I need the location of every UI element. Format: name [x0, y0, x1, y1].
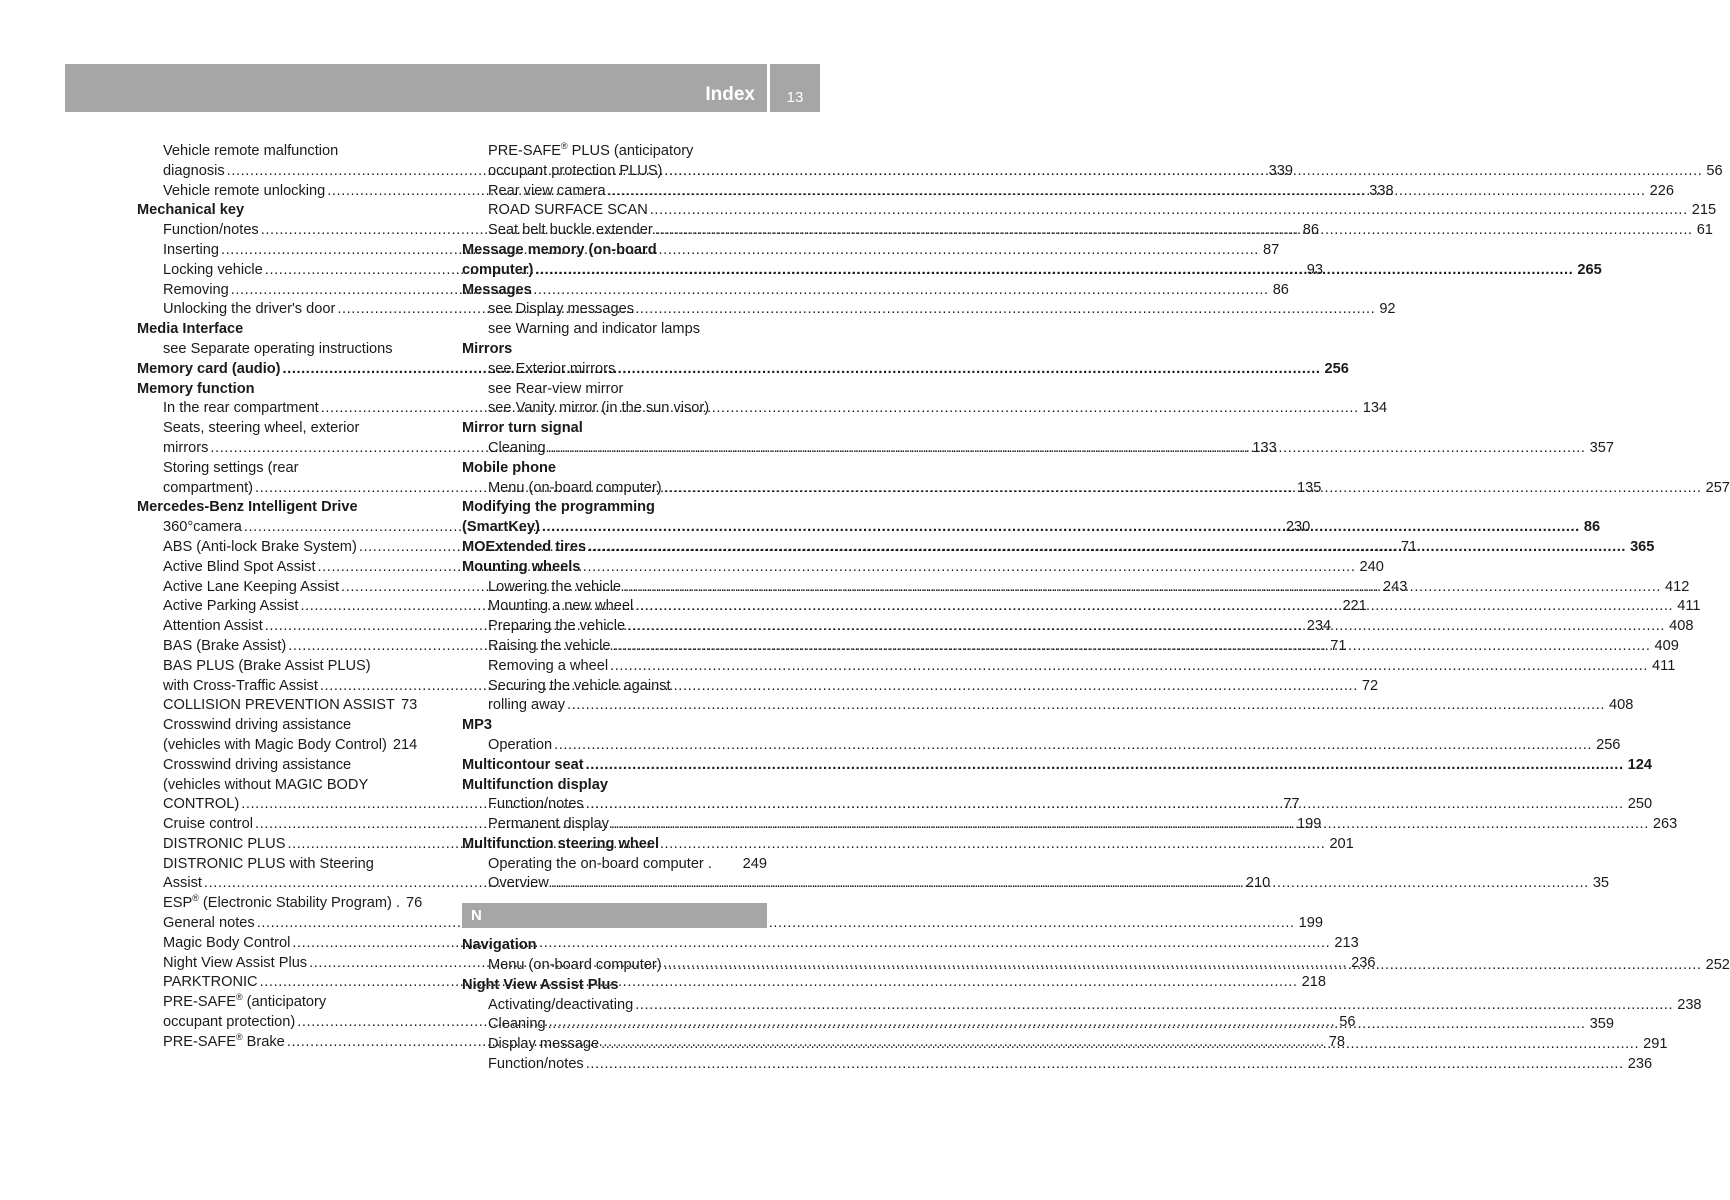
- dot-leader: [714, 855, 739, 875]
- index-entry: [137, 696, 418, 716]
- page-ref: 408: [1669, 618, 1694, 635]
- entry-text: Preparing the vehicle: [488, 618, 626, 635]
- entry-text: ESP® (Electronic Stability Program) .: [163, 893, 400, 912]
- page-ref: 56: [1706, 162, 1723, 179]
- index-entry: [462, 696, 1634, 716]
- page-ref: 86: [1302, 222, 1319, 239]
- index-entry: [137, 776, 415, 796]
- entry-text: Menu (on-board computer): [488, 957, 662, 974]
- page-ref: 238: [1677, 996, 1702, 1013]
- entry-text: Menu (on-board computer): [488, 479, 662, 496]
- entry-text: Activating/deactivating: [488, 996, 634, 1013]
- index-heading: [462, 776, 767, 796]
- entry-text: Raising the vehicle: [488, 637, 611, 654]
- entry-text: Mobile phone: [462, 459, 557, 476]
- entry-text: CONTROL): [163, 796, 240, 813]
- entry-text: MP3: [462, 717, 493, 734]
- index-heading: [462, 976, 767, 996]
- registered-mark: ®: [192, 893, 199, 904]
- index-heading: [462, 281, 767, 301]
- entry-text: see Separate operating instructions: [163, 340, 393, 357]
- entry-text: PRE-SAFE® Brake: [163, 1031, 285, 1050]
- dot-leader: [627, 617, 1665, 637]
- entry-text: Seats, steering wheel, exterior: [163, 420, 360, 437]
- entry-text: (SmartKey): [462, 519, 540, 536]
- index-entry: [137, 756, 415, 776]
- index-entry: [137, 340, 415, 360]
- page-ref: 411: [1677, 598, 1701, 615]
- index-entry: [462, 855, 767, 875]
- page-ref: 214: [392, 736, 418, 753]
- entry-text: PRE-SAFE® (anticipatory: [163, 992, 327, 1011]
- entry-text: ABS (Anti-lock Brake System): [163, 538, 357, 555]
- entry-text: compartment): [163, 479, 254, 496]
- header-title: Index: [705, 84, 755, 105]
- index-entry: [462, 996, 1702, 1016]
- page-ref: 257: [1705, 479, 1730, 496]
- index-heading: [462, 936, 767, 956]
- page-ref: 250: [1627, 796, 1653, 813]
- entry-text: Crosswind driving assistance: [163, 756, 352, 773]
- page-ref: 226: [1649, 182, 1674, 199]
- page-ref: 291: [1643, 1036, 1668, 1053]
- dot-leader: [586, 756, 1624, 776]
- index-entry: [137, 419, 415, 439]
- page-ref: 263: [1652, 816, 1678, 833]
- index-heading: [462, 716, 767, 736]
- entry-text: occupant protection): [163, 1014, 296, 1031]
- page-ref: 249: [742, 855, 767, 872]
- entry-text: Mercedes-Benz Intelligent Drive: [137, 499, 358, 516]
- page-ref: 61: [1696, 222, 1713, 239]
- entry-text: PARKTRONIC: [163, 974, 258, 991]
- page-ref: 71: [1400, 538, 1418, 555]
- entry-text: (vehicles without MAGIC BODY: [163, 776, 369, 793]
- entry-text: Cleaning: [488, 1016, 546, 1033]
- page-ref: 77: [1283, 796, 1300, 813]
- entry-text: Multifunction display: [462, 776, 608, 793]
- dot-leader: [655, 221, 1693, 241]
- page-ref: 134: [1362, 400, 1388, 417]
- entry-text: Assist: [163, 875, 202, 892]
- dot-leader: [601, 1035, 1639, 1055]
- entry-text: rolling away: [488, 697, 566, 714]
- page-ref: 230: [1285, 519, 1311, 536]
- index-entry: [137, 855, 415, 875]
- index-entry: [137, 716, 415, 736]
- header-bar: [65, 64, 767, 112]
- dot-leader: [610, 657, 1648, 677]
- entry-text: Mounting wheels: [462, 558, 581, 575]
- entry-text: Magic Body Control: [163, 934, 291, 951]
- index-entry: [137, 657, 415, 677]
- page-ref: 86: [1583, 519, 1601, 536]
- entry-text: Unlocking the driver's door: [163, 301, 336, 318]
- section-letter: N: [462, 903, 767, 928]
- entry-text: Function/notes: [163, 222, 259, 239]
- entry-text: Lowering the vehicle: [488, 578, 622, 595]
- entry-text: Locking vehicle: [163, 261, 263, 278]
- entry-text: Mechanical key: [137, 202, 245, 219]
- entry-text: Active Blind Spot Assist: [163, 558, 316, 575]
- index-heading: [462, 340, 767, 360]
- dot-leader: [287, 835, 1325, 855]
- page-ref: 243: [1383, 578, 1408, 595]
- entry-text: Night View Assist Plus: [462, 976, 619, 993]
- entry-text: Mirror turn signal: [462, 420, 583, 437]
- entry-text: occupant protection PLUS): [488, 162, 663, 179]
- dot-leader: [588, 538, 1626, 558]
- entry-text: Night View Assist Plus: [163, 954, 308, 971]
- dot-leader: [548, 439, 1586, 459]
- entry-text: DISTRONIC PLUS: [163, 835, 286, 852]
- page-ref: 210: [1245, 875, 1271, 892]
- index-heading: [462, 835, 767, 855]
- page-ref: 236: [1351, 954, 1376, 971]
- page-ref: 256: [1324, 360, 1349, 377]
- dot-leader: [623, 578, 1661, 598]
- dot-leader: [608, 182, 1646, 202]
- page-ref: 76: [405, 895, 423, 912]
- page-ref: 357: [1589, 439, 1614, 456]
- entry-text: Cleaning: [488, 439, 546, 456]
- page-ref: 338: [1369, 182, 1394, 199]
- entry-text: COLLISION PREVENTION ASSIST: [163, 697, 395, 714]
- page-ref: 87: [1262, 241, 1280, 258]
- entry-text: In the rear compartment: [163, 400, 319, 417]
- page-ref: 221: [1342, 598, 1367, 615]
- entry-text: Inserting: [163, 241, 219, 258]
- entry-text: Rear view camera: [488, 182, 606, 199]
- entry-text: PRE-SAFE® PLUS (anticipatory: [488, 141, 694, 159]
- index-heading: [462, 241, 767, 261]
- page-ref: 256: [1596, 736, 1621, 753]
- page-ref: 124: [1627, 756, 1652, 773]
- dot-leader: [613, 637, 1651, 657]
- entry-text: see Exterior mirrors: [488, 360, 616, 377]
- index-heading: [137, 380, 415, 400]
- index-entry: [137, 993, 415, 1013]
- page-ref: 359: [1589, 1016, 1614, 1033]
- dot-leader: [292, 934, 1330, 954]
- page-ref: 86: [1272, 281, 1289, 298]
- page-ref: 252: [1705, 957, 1730, 974]
- page-ref: 215: [1691, 202, 1717, 219]
- page-ref: 411: [1652, 657, 1676, 674]
- index-entry: [462, 1055, 1653, 1075]
- entry-text: Mirrors: [462, 340, 513, 357]
- entry-text: see Rear-view mirror: [488, 380, 624, 397]
- index-heading: [137, 201, 415, 221]
- index-heading: [462, 756, 1652, 776]
- entry-text: Multifunction steering wheel: [462, 835, 660, 852]
- page-ref: 412: [1665, 578, 1690, 595]
- entry-text: mirrors: [163, 439, 209, 456]
- dot-leader: [664, 956, 1702, 976]
- entry-text: with Cross-Traffic Assist: [163, 677, 318, 694]
- entry-text: Multicontour seat: [462, 756, 584, 773]
- entry-text: DISTRONIC PLUS with Steering: [163, 855, 374, 872]
- entry-text: (vehicles with Magic Body Control): [163, 736, 387, 753]
- index-entry: [137, 459, 415, 479]
- entry-text: Overview: [488, 875, 549, 892]
- index-entry: [462, 300, 767, 320]
- entry-text: Memory function: [137, 380, 255, 397]
- dot-leader: [635, 996, 1673, 1016]
- entry-text: see Display messages: [488, 301, 635, 318]
- dot-leader: [611, 815, 1649, 835]
- entry-text: Active Lane Keeping Assist: [163, 578, 340, 595]
- entry-text: computer): [462, 261, 534, 278]
- index-heading: [462, 459, 767, 479]
- entry-text: Function/notes: [488, 1056, 584, 1073]
- entry-text: Vehicle remote malfunction: [163, 143, 339, 159]
- page-ref: 133: [1252, 439, 1277, 456]
- page-ref: 72: [1361, 677, 1379, 694]
- index-heading: [462, 558, 767, 578]
- entry-text: General notes: [163, 915, 255, 932]
- dot-leader: [260, 973, 1298, 993]
- entry-text: Crosswind driving assistance: [163, 717, 352, 734]
- dot-leader: [567, 696, 1605, 716]
- entry-text: see Vanity mirror (in the sun visor): [488, 400, 710, 417]
- entry-text: ROAD SURFACE SCAN: [488, 202, 648, 219]
- registered-mark: ®: [235, 992, 243, 1003]
- entry-text: Message memory (on-board: [462, 241, 657, 258]
- entry-text: MOExtended tires: [462, 538, 587, 555]
- entry-text: Active Parking Assist: [163, 598, 299, 615]
- page-header: [65, 64, 820, 112]
- entry-text: Memory card (audio): [137, 360, 281, 377]
- page-number: 13: [770, 64, 820, 112]
- dot-leader: [586, 795, 1624, 815]
- entry-text: Modifying the programming: [462, 499, 655, 516]
- entry-text: Media Interface: [137, 321, 244, 338]
- entry-text: Operation: [488, 736, 553, 753]
- entry-text: Storing settings (rear: [163, 459, 299, 476]
- page-ref: 339: [1268, 162, 1294, 179]
- index-entry: [462, 736, 1621, 756]
- dot-leader: [650, 201, 1688, 221]
- entry-text: Securing the vehicle against: [488, 677, 671, 694]
- page-ref: 92: [1379, 301, 1396, 318]
- page-ref: 199: [1298, 915, 1324, 932]
- entry-text: Permanent display: [488, 816, 609, 833]
- dot-leader: [548, 1015, 1586, 1035]
- index-entry: [137, 893, 423, 914]
- page-ref: 35: [1592, 875, 1610, 892]
- entry-text: Vehicle remote unlocking: [163, 182, 326, 199]
- index-entry: [462, 399, 767, 419]
- page-ref: 56: [1339, 1014, 1356, 1031]
- dot-leader: [664, 162, 1702, 182]
- index-entry: [462, 360, 767, 380]
- page-ref: 409: [1654, 637, 1679, 654]
- index-entry: [462, 677, 767, 697]
- index-entry: [137, 914, 1324, 934]
- dot-leader: [535, 261, 1573, 281]
- index-entry: [462, 201, 1717, 221]
- index-heading: [462, 498, 767, 518]
- page-ref: 201: [1329, 835, 1354, 852]
- entry-text: Messages: [462, 281, 532, 298]
- entry-text: Cruise control: [163, 816, 254, 833]
- page-ref: 93: [1306, 261, 1324, 278]
- registered-mark: ®: [560, 141, 568, 151]
- index-entry: [137, 736, 418, 756]
- index-heading: [462, 419, 767, 439]
- dot-leader: [551, 874, 1589, 894]
- entry-text: Display message: [488, 1036, 600, 1053]
- index-heading: [137, 320, 415, 340]
- dot-leader: [554, 736, 1592, 756]
- entry-text: Removing: [163, 281, 229, 298]
- page-ref: 365: [1630, 538, 1655, 555]
- entry-text: Attention Assist: [163, 618, 263, 635]
- dot-leader: [283, 360, 1321, 380]
- page-ref: 213: [1334, 934, 1359, 951]
- index-entry: [462, 142, 767, 162]
- entry-text: Navigation: [462, 937, 537, 954]
- entry-text: diagnosis: [163, 162, 225, 179]
- index-entry: [462, 380, 767, 400]
- page-ref: 73: [400, 697, 418, 714]
- entry-text: Mounting a new wheel: [488, 598, 634, 615]
- page-ref: 265: [1577, 261, 1602, 278]
- entry-text: Removing a wheel: [488, 657, 609, 674]
- entry-text: Seat belt buckle extender: [488, 222, 653, 239]
- page-ref: 199: [1297, 816, 1322, 833]
- entry-text: see Warning and indicator lamps: [488, 321, 700, 338]
- dot-leader: [635, 597, 1673, 617]
- entry-text: Function/notes: [488, 796, 584, 813]
- registered-mark: ®: [235, 1031, 243, 1042]
- entry-text: BAS PLUS (Brake Assist PLUS): [163, 657, 371, 674]
- entry-text: BAS (Brake Assist): [163, 637, 287, 654]
- page-ref: 218: [1301, 974, 1326, 991]
- index-entry: [462, 320, 767, 340]
- dot-leader: [257, 914, 1295, 934]
- dot-leader: [664, 479, 1702, 499]
- index-heading: [137, 498, 415, 518]
- index-entry: [462, 657, 1676, 677]
- entry-text: 360°camera: [163, 519, 242, 536]
- page-ref: 234: [1306, 618, 1332, 635]
- entry-text: Operating the on-board computer .: [488, 855, 712, 872]
- page-ref: 408: [1609, 697, 1634, 714]
- dot-leader: [542, 518, 1580, 538]
- page-ref: 240: [1359, 558, 1384, 575]
- page-ref: 236: [1627, 1056, 1653, 1073]
- page-ref: 71: [1330, 637, 1347, 654]
- page-ref: 135: [1297, 479, 1322, 496]
- page-ref: 78: [1328, 1033, 1346, 1050]
- dot-leader: [586, 1055, 1624, 1075]
- index-entry: [137, 142, 415, 162]
